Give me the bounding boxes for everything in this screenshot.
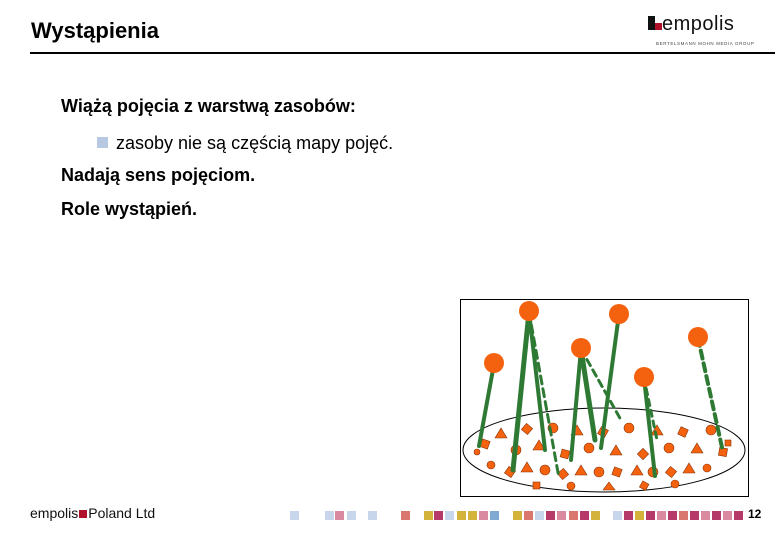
- slide-title: Wystąpienia: [31, 18, 159, 43]
- body-line-2-text: zasoby nie są częścią mapy pojęć.: [116, 133, 394, 153]
- body-line-2: [97, 133, 393, 154]
- logo-wordmark: empolis: [662, 13, 735, 35]
- body-line-1: Wiążą pojęcia z warstwą zasobów:: [61, 96, 356, 116]
- footer-logo-mark-icon: [79, 510, 87, 518]
- empolis-logo: [648, 13, 778, 50]
- footer-logo: [30, 505, 155, 521]
- body-line-4: Role wystąpień.: [61, 199, 198, 219]
- body-line-3: Nadają sens pojęciom.: [61, 165, 256, 185]
- footer-company: Poland Ltd: [88, 505, 156, 521]
- occurrence-diagram: [460, 299, 749, 497]
- footer-logo-wordmark: empolis: [30, 505, 79, 521]
- logo-tagline: BERTELSMANN MOHN MEDIA GROUP: [656, 41, 755, 46]
- title-divider: [30, 52, 775, 54]
- empolis-logo-mark-icon: [648, 16, 662, 34]
- page-number: 12: [748, 507, 762, 521]
- square-bullet-icon: [97, 137, 108, 148]
- occurrence-diagram-svg: [461, 300, 748, 496]
